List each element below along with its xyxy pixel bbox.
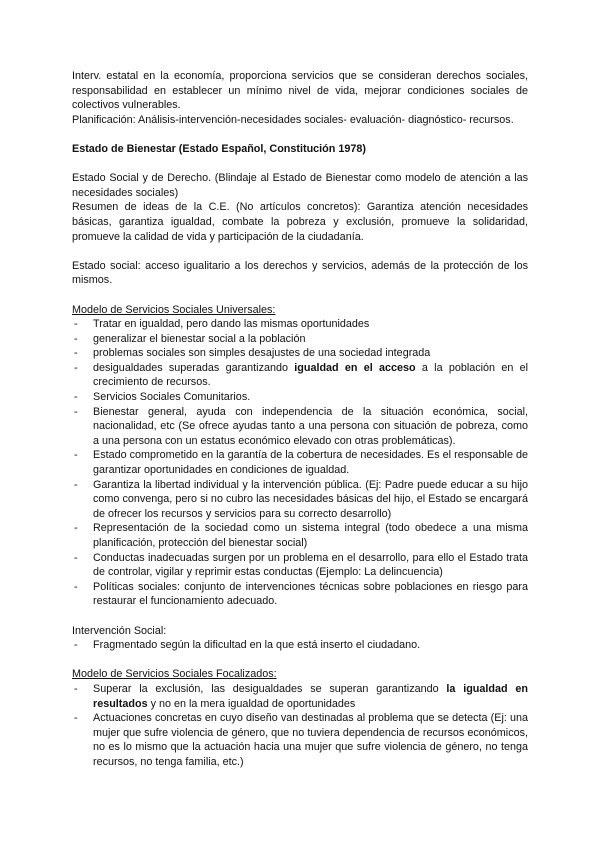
- estado-social-paragraph: Estado Social y de Derecho. (Blindaje al Estado de Bienestar como modelo de atención a las necesidades sociales): [72, 172, 528, 199]
- resumen-paragraph: Resumen de ideas de la C.E. (No artículos concretos): Garantiza atención necesidades básicas, garantiza igualdad, combate la pobreza y exclusión, promueve la solidaridad, promueve la calidad de vida y participación de la ciudadanía.: [72, 201, 528, 243]
- list-item: - problemas sociales son simples desajustes de una sociedad integrada: [72, 346, 528, 361]
- list-item: [72, 682, 528, 711]
- list-item: - Conductas inadecuadas surgen por un problema en el desarrollo, para ello el Estado trata de controlar, vigilar y reprimir estas conductas (Ejemplo: La delincuencia): [72, 551, 528, 580]
- item-text: desigualdades superadas garantizando: [93, 361, 295, 374]
- list-item: - Servicios Sociales Comunitarios.: [72, 390, 528, 405]
- item-bold-text: igualdad en el acceso: [294, 361, 416, 374]
- list-item: - Garantiza la libertad individual y la intervención pública. (Ej: Padre puede educar a su hijo como convenga, pero si no cubro las necesidades básicas del hijo, el Estado se encargará de ofrecer los recursos y servicios para su correcto desarrollo): [72, 478, 528, 522]
- item-text: a la población en el crecimiento de recursos.: [93, 361, 528, 389]
- intervencion-list: [72, 638, 528, 653]
- planificacion-paragraph: Planificación: Análisis-intervención-necesidades sociales- evaluación- diagnóstico- recursos.: [72, 113, 514, 126]
- focalizados-list: [72, 682, 528, 770]
- list-item: - Políticas sociales: conjunto de intervenciones técnicas sobre poblaciones en riesgo para restaurar el funcionamiento adecuado.: [72, 580, 528, 609]
- list-item: - Estado comprometido en la garantía de la cobertura de necesidades. Es el responsable de garantizar oportunidades en condiciones de igualdad.: [72, 448, 528, 477]
- acceso-paragraph: Estado social: acceso igualitario a los derechos y servicios, además de la protección de los mismos.: [72, 259, 528, 287]
- item-text: Superar la exclusión, las desigualdades se superan garantizando: [93, 682, 447, 695]
- list-item: - Representación de la sociedad como un sistema integral (todo obedece a una misma planificación, protección del bienestar social): [72, 521, 528, 550]
- universales-heading: Modelo de Servicios Sociales Universales:: [72, 303, 276, 316]
- list-item: - Actuaciones concretas en cuyo diseño van destinadas al problema que se detecta (Ej: una mujer que sufre violencia de género, que no tuviera dependencia de recursos económicos, no es lo mismo que la actuación hacia una mujer que sufre violencia de género, no tenga recursos, no tenga familia, etc.): [72, 711, 528, 769]
- list-item: - Fragmentado según la dificultad en la que está inserto el ciudadano.: [72, 638, 528, 653]
- focalizados-heading: Modelo de Servicios Sociales Focalizados:: [72, 668, 277, 681]
- intro-paragraph: Interv. estatal en la economía, proporciona servicios que se consideran derechos sociales, responsabilidad en establecer un mínimo nivel de vida, mejorar condiciones sociales de colectivos vulnerables.: [72, 70, 528, 112]
- universales-list: [72, 317, 528, 609]
- section-heading: Estado de Bienestar (Estado Español, Constitución 1978): [72, 142, 366, 155]
- item-text: y no en la mera igualdad de oportunidades: [147, 697, 356, 710]
- list-item: [72, 361, 528, 390]
- item-bold-text: la igualdad en resultados: [93, 682, 528, 710]
- list-item: - Bienestar general, ayuda con independencia de la situación económica, social, nacionalidad, etc (Se ofrece ayudas tanto a una persona con situación de pobreza, como a una persona con un estatus económico elevado con otras problemáticas).: [72, 405, 528, 449]
- document-body: [72, 69, 528, 770]
- intervencion-heading: Intervención Social:: [72, 624, 167, 637]
- list-item: - Tratar en igualdad, pero dando las mismas oportunidades: [72, 317, 528, 332]
- list-item: - generalizar el bienestar social a la población: [72, 332, 528, 347]
